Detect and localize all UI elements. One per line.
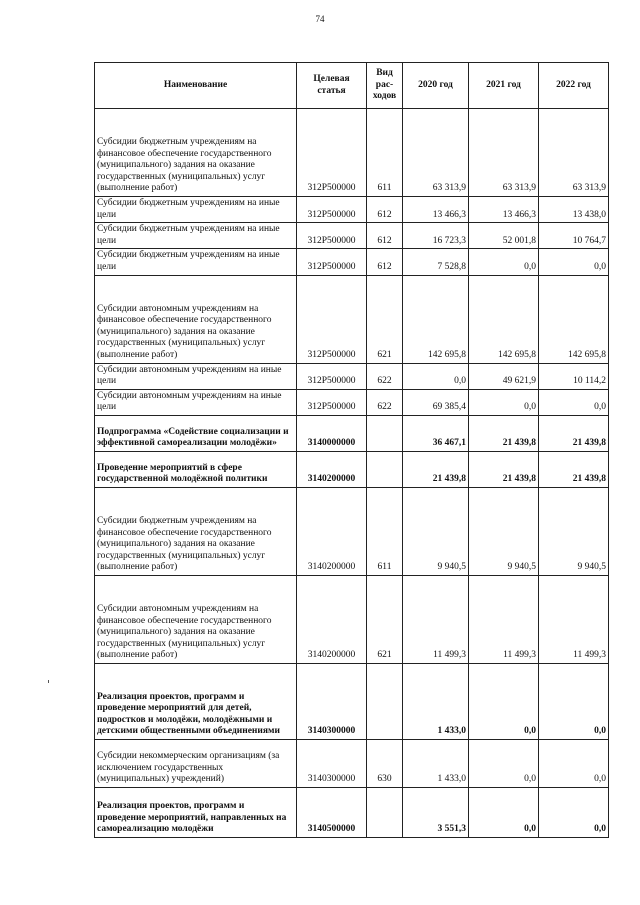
cell-y2021: 0,0 <box>469 249 539 275</box>
header-type: Вид рас-ходов <box>367 63 403 109</box>
table-row <box>95 487 609 575</box>
cell-y2020: 7 528,8 <box>403 249 469 275</box>
cell-name: Подпрограмма «Содействие социализации и эффективной самореализации молодёжи» <box>95 415 297 451</box>
cell-y2021: 49 621,9 <box>469 363 539 389</box>
cell-y2021: 21 439,8 <box>469 415 539 451</box>
table-row <box>95 389 609 415</box>
cell-y2021: 142 695,8 <box>469 275 539 363</box>
table-row <box>95 663 609 739</box>
cell-name: Проведение мероприятий в сфере государственной молодёжной политики <box>95 451 297 487</box>
cell-y2020: 36 467,1 <box>403 415 469 451</box>
table-row <box>95 249 609 275</box>
cell-type: 611 <box>367 109 403 197</box>
cell-y2021: 0,0 <box>469 389 539 415</box>
cell-y2022: 11 499,3 <box>539 575 609 663</box>
cell-code: 312Р500000 <box>297 275 367 363</box>
cell-code: 3140200000 <box>297 451 367 487</box>
table-row <box>95 363 609 389</box>
cell-y2022: 142 695,8 <box>539 275 609 363</box>
cell-name: Субсидии автономным учреждениям на иные цели <box>95 389 297 415</box>
cell-y2022: 21 439,8 <box>539 451 609 487</box>
cell-name: Субсидии некоммерческим организациям (за исключением государственных (муниципальных) учреждений) <box>95 739 297 787</box>
table-row <box>95 223 609 249</box>
cell-y2021: 0,0 <box>469 787 539 837</box>
cell-type <box>367 451 403 487</box>
page-number: 74 <box>315 14 325 24</box>
table-row <box>95 451 609 487</box>
cell-y2020: 11 499,3 <box>403 575 469 663</box>
table-row <box>95 109 609 197</box>
cell-type <box>367 787 403 837</box>
cell-type <box>367 415 403 451</box>
cell-name: Реализация проектов, программ и проведение мероприятий для детей, подростков и молодёжи, молодёжными и детскими общественными объединениями <box>95 663 297 739</box>
cell-name: Субсидии автономным учреждениям на финансовое обеспечение государственного (муниципального) задания на оказание государственных (муниципальных) услуг (выполнение работ) <box>95 275 297 363</box>
scan-mark <box>48 680 49 683</box>
table-header-row <box>95 63 609 109</box>
cell-name: Субсидии автономным учреждениям на иные цели <box>95 363 297 389</box>
cell-type: 621 <box>367 575 403 663</box>
cell-code: 312Р500000 <box>297 109 367 197</box>
cell-code: 3140000000 <box>297 415 367 451</box>
cell-y2022: 0,0 <box>539 389 609 415</box>
cell-y2021: 52 001,8 <box>469 223 539 249</box>
cell-y2020: 0,0 <box>403 363 469 389</box>
cell-code: 3140300000 <box>297 739 367 787</box>
cell-type: 630 <box>367 739 403 787</box>
cell-type: 612 <box>367 249 403 275</box>
cell-type <box>367 663 403 739</box>
cell-type: 622 <box>367 389 403 415</box>
table-row <box>95 197 609 223</box>
cell-y2022: 10 764,7 <box>539 223 609 249</box>
header-name: Наименование <box>95 63 297 109</box>
table-row <box>95 415 609 451</box>
cell-y2021: 0,0 <box>469 739 539 787</box>
cell-y2020: 9 940,5 <box>403 487 469 575</box>
cell-y2022: 10 114,2 <box>539 363 609 389</box>
cell-y2020: 21 439,8 <box>403 451 469 487</box>
cell-code: 3140200000 <box>297 575 367 663</box>
cell-y2021: 11 499,3 <box>469 575 539 663</box>
cell-y2020: 142 695,8 <box>403 275 469 363</box>
cell-name: Субсидии бюджетным учреждениям на иные цели <box>95 249 297 275</box>
cell-code: 3140300000 <box>297 663 367 739</box>
header-2022: 2022 год <box>539 63 609 109</box>
cell-y2022: 0,0 <box>539 787 609 837</box>
header-code: Целевая статья <box>297 63 367 109</box>
table-body <box>95 109 609 838</box>
cell-name: Реализация проектов, программ и проведение мероприятий, направленных на самореализацию молодёжи <box>95 787 297 837</box>
cell-code: 312Р500000 <box>297 389 367 415</box>
budget-table <box>94 62 609 838</box>
header-2020: 2020 год <box>403 63 469 109</box>
cell-y2020: 1 433,0 <box>403 739 469 787</box>
cell-y2022: 0,0 <box>539 249 609 275</box>
cell-name: Субсидии бюджетным учреждениям на финансовое обеспечение государственного (муниципального) задания на оказание государственных (муниципальных) услуг (выполнение работ) <box>95 487 297 575</box>
table-row <box>95 787 609 837</box>
cell-y2022: 9 940,5 <box>539 487 609 575</box>
cell-y2020: 16 723,3 <box>403 223 469 249</box>
cell-y2020: 63 313,9 <box>403 109 469 197</box>
cell-type: 622 <box>367 363 403 389</box>
cell-y2020: 69 385,4 <box>403 389 469 415</box>
table-row <box>95 275 609 363</box>
cell-code: 3140500000 <box>297 787 367 837</box>
cell-y2022: 13 438,0 <box>539 197 609 223</box>
cell-y2022: 0,0 <box>539 663 609 739</box>
cell-name: Субсидии бюджетным учреждениям на иные цели <box>95 197 297 223</box>
cell-y2020: 1 433,0 <box>403 663 469 739</box>
cell-y2020: 3 551,3 <box>403 787 469 837</box>
cell-y2021: 63 313,9 <box>469 109 539 197</box>
cell-y2021: 21 439,8 <box>469 451 539 487</box>
cell-type: 611 <box>367 487 403 575</box>
cell-code: 312Р500000 <box>297 363 367 389</box>
cell-y2022: 0,0 <box>539 739 609 787</box>
table-row <box>95 739 609 787</box>
cell-name: Субсидии автономным учреждениям на финансовое обеспечение государственного (муниципального) задания на оказание государственных (муниципальных) услуг (выполнение работ) <box>95 575 297 663</box>
cell-y2022: 63 313,9 <box>539 109 609 197</box>
cell-type: 612 <box>367 223 403 249</box>
cell-code: 3140200000 <box>297 487 367 575</box>
cell-name: Субсидии бюджетным учреждениям на иные цели <box>95 223 297 249</box>
cell-y2021: 0,0 <box>469 663 539 739</box>
cell-code: 312Р500000 <box>297 197 367 223</box>
cell-y2021: 9 940,5 <box>469 487 539 575</box>
cell-y2022: 21 439,8 <box>539 415 609 451</box>
header-2021: 2021 год <box>469 63 539 109</box>
cell-name: Субсидии бюджетным учреждениям на финансовое обеспечение государственного (муниципального) задания на оказание государственных (муниципальных) услуг (выполнение работ) <box>95 109 297 197</box>
cell-type: 621 <box>367 275 403 363</box>
cell-code: 312Р500000 <box>297 249 367 275</box>
cell-code: 312Р500000 <box>297 223 367 249</box>
cell-type: 612 <box>367 197 403 223</box>
cell-y2021: 13 466,3 <box>469 197 539 223</box>
table-row <box>95 575 609 663</box>
cell-y2020: 13 466,3 <box>403 197 469 223</box>
